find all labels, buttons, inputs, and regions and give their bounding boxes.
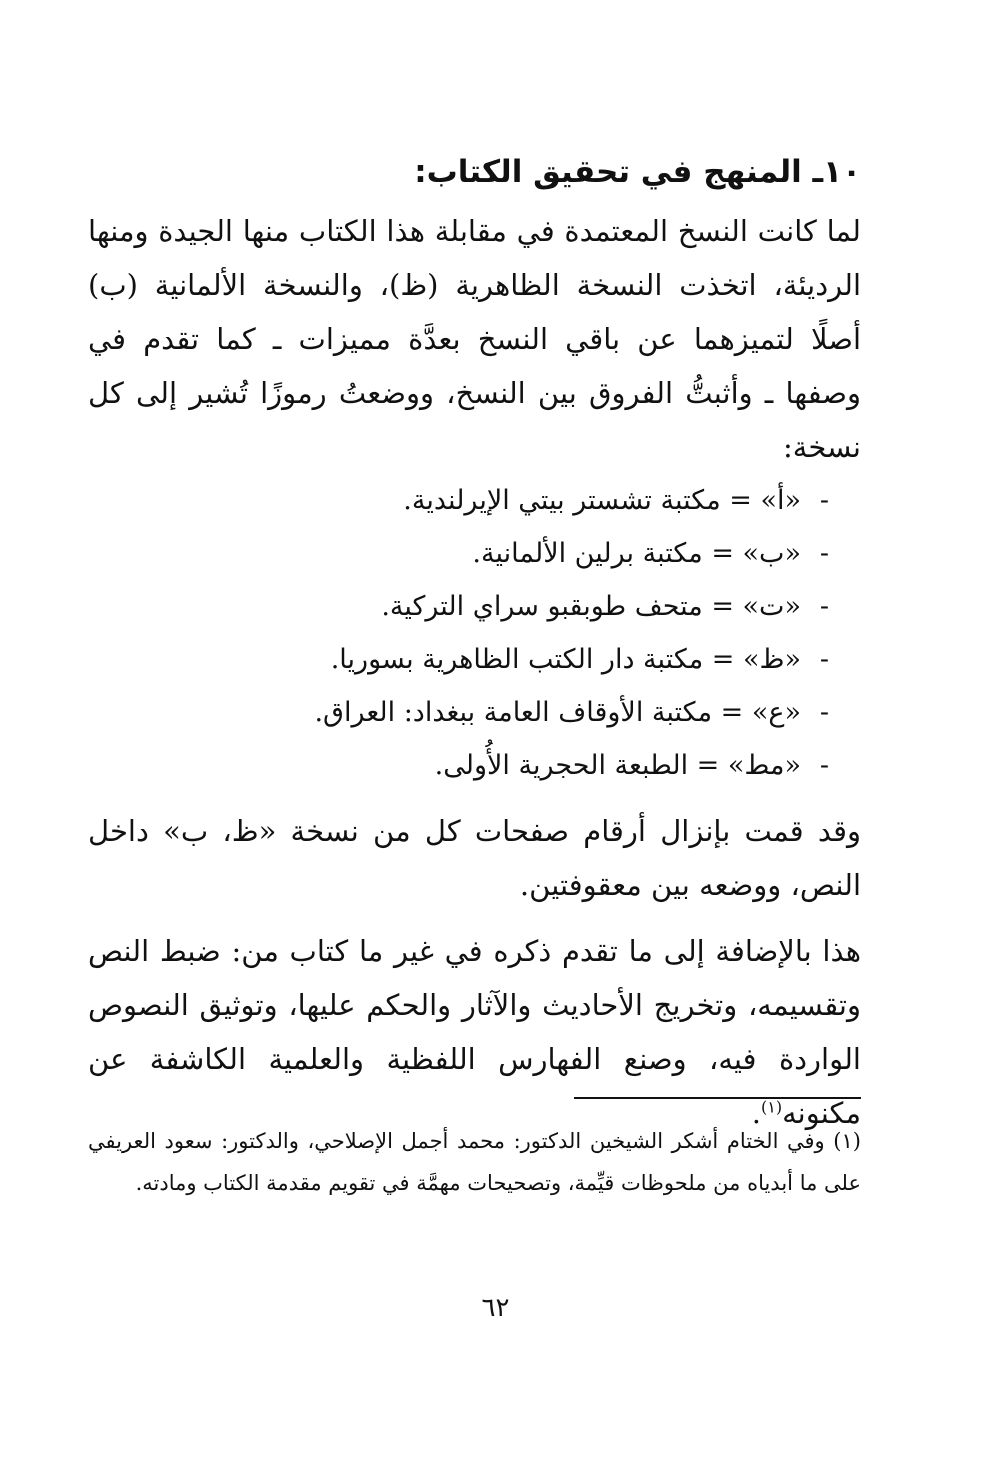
- list-dash: -: [819, 538, 829, 569]
- paragraph-manuscripts: لما كانت النسخ المعتمدة في مقابلة هذا الكتاب منها الجيدة ومنها الرديئة، اتخذت النسخة الظاهرية (ظ)، والنسخة الألمانية (ب) أصلًا لتميزهما عن باقي النسخ بعدَّة مميزات ـ كما تقدم في وصفها ـ وأثبتُّ الفروق بين النسخ، ووضعتُ رموزًا تُشير إلى كل نسخة:: [88, 214, 861, 464]
- section-heading: ١٠ـ المنهج في تحقيق الكتاب:: [414, 154, 861, 190]
- list-item: [88, 474, 829, 527]
- footnote-divider: [574, 1097, 861, 1099]
- paragraph-page-numbers: وقد قمت بإنزال أرقام صفحات كل من نسخة «ظ، ب» داخل النص، ووضعه بين معقوفتين.: [88, 814, 861, 902]
- list-item: [88, 633, 829, 686]
- list-item-text: «مط» = الطبعة الحجرية الأُولى.: [434, 750, 801, 781]
- list-item: [88, 686, 829, 739]
- manuscript-symbol-list: [88, 474, 861, 792]
- footnote-text: (١) وفي الختام أشكر الشيخين الدكتور: محمد أجمل الإصلاحي، والدكتور: سعود العريفي على ما أبدياه من ملحوظات قيِّمة، وتصحيحات مهمَّة في تقويم مقدمة الكتاب ومادته.: [88, 1129, 861, 1195]
- list-item-text: «ت» = متحف طوبقبو سراي التركية.: [381, 591, 801, 622]
- list-dash: -: [819, 485, 829, 516]
- list-item-text: «ب» = مكتبة برلين الألمانية.: [472, 538, 801, 569]
- list-item: [88, 739, 829, 792]
- paragraph-method-text: هذا بالإضافة إلى ما تقدم ذكره في غير ما كتاب من: ضبط النص وتقسيمه، وتخريج الأحاديث والآثار والحكم عليها، وتوثيق النصوص الواردة فيه، وصنع الفهارس اللفظية والعلمية الكاشفة عن مكنونه: [88, 934, 861, 1130]
- footnote-reference: (١): [761, 1097, 783, 1117]
- page-number: ٦٢: [481, 1293, 510, 1323]
- paragraph-method-end: .: [751, 1096, 761, 1130]
- list-item-text: «أ» = مكتبة تشستر بيتي الإيرلندية.: [403, 485, 801, 516]
- list-dash: -: [819, 697, 829, 728]
- list-item-text: «ع» = مكتبة الأوقاف العامة ببغداد: العراق.: [314, 697, 801, 728]
- paragraph-method: [88, 924, 861, 1140]
- list-item-text: «ظ» = مكتبة دار الكتب الظاهرية بسوريا.: [330, 644, 801, 675]
- list-dash: -: [819, 644, 829, 675]
- page-content: [88, 150, 861, 1140]
- list-dash: -: [819, 591, 829, 622]
- list-item: [88, 580, 829, 633]
- list-item: [88, 527, 829, 580]
- list-dash: -: [819, 750, 829, 781]
